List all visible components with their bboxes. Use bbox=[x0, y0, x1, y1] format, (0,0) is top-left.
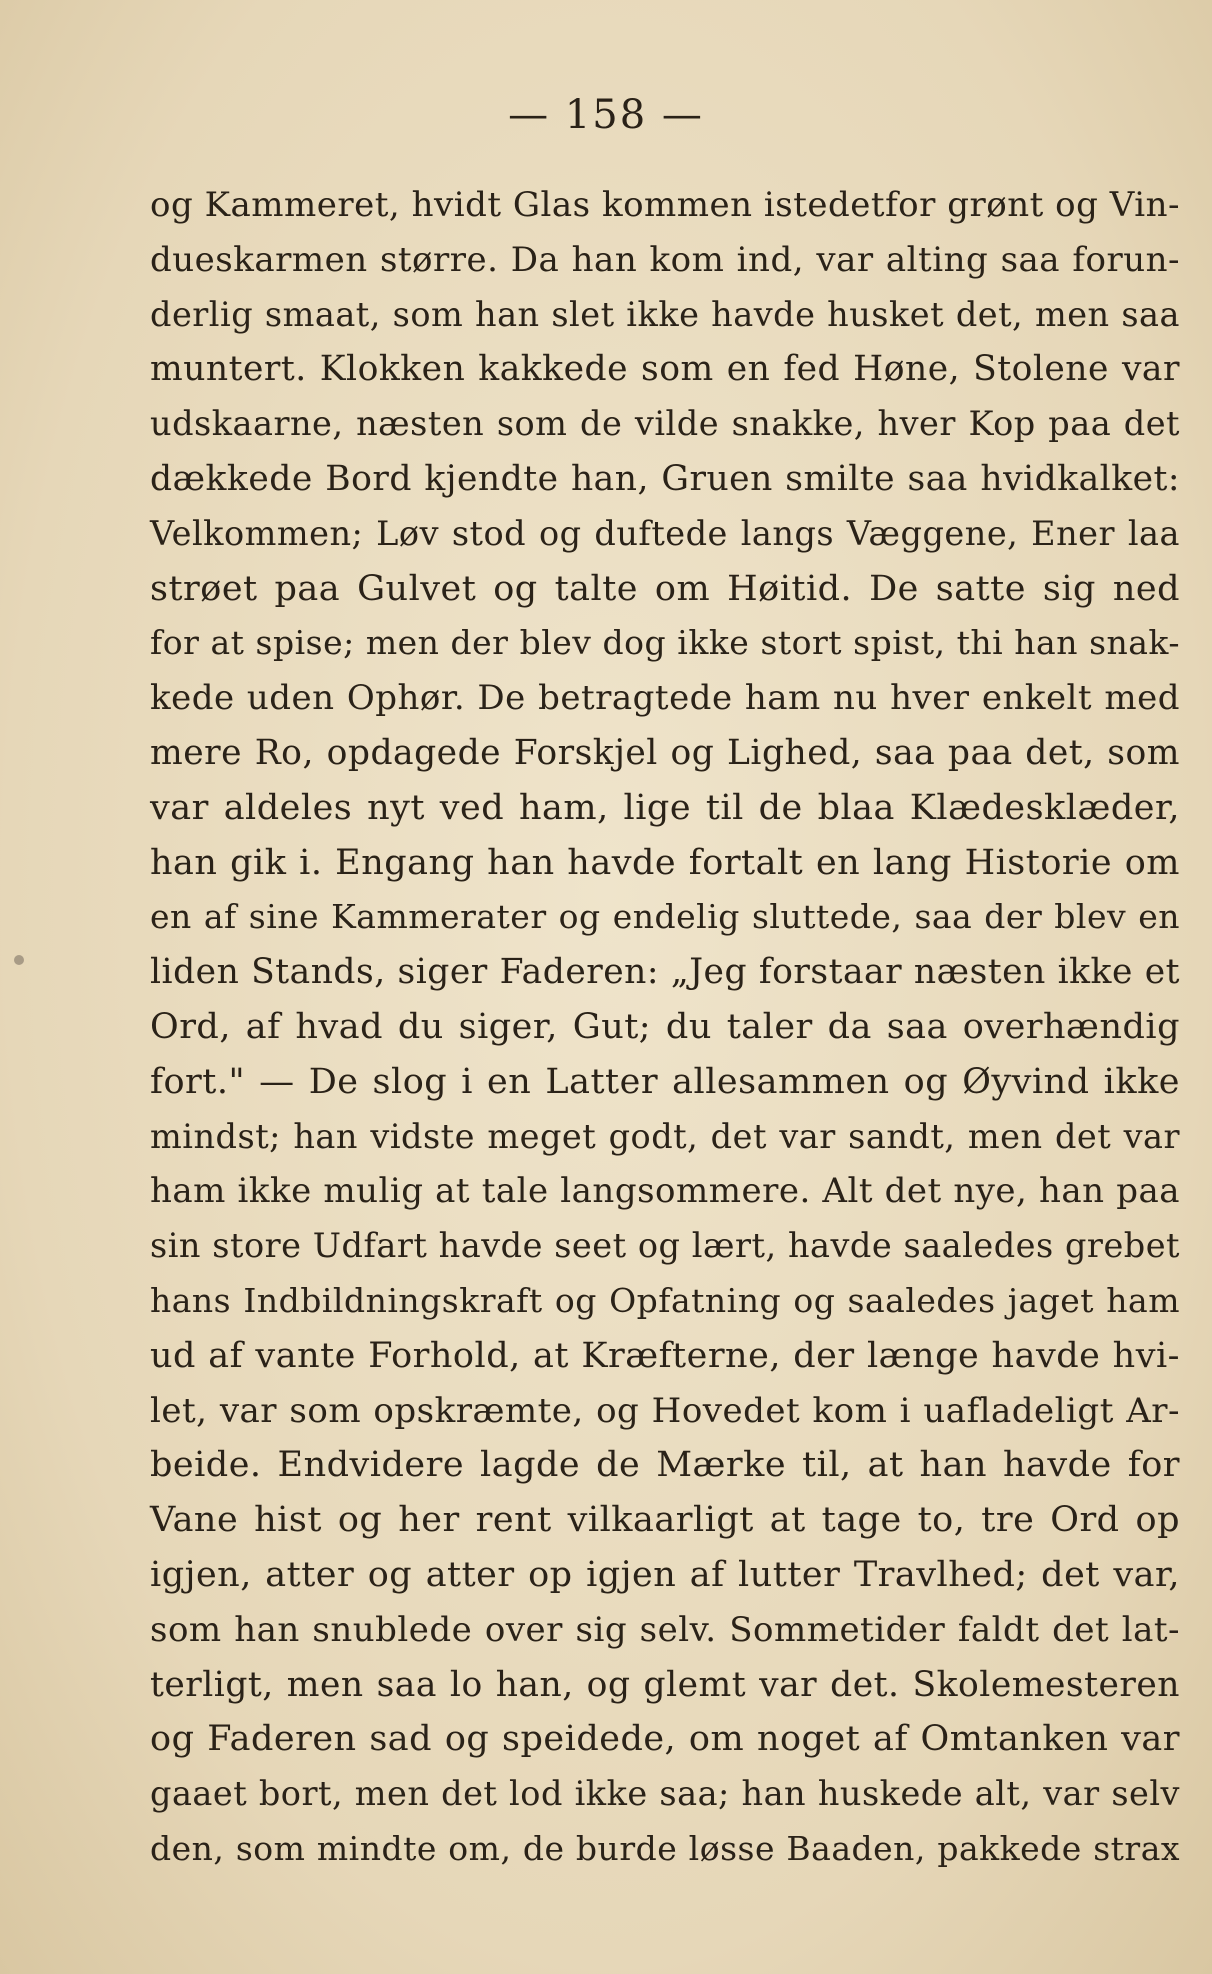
text-line: dækkede Bord kjendte han, Gruen smilte saa hvidkalket: bbox=[150, 458, 1180, 499]
text-line: igjen, atter og atter op igjen af lutter Travlhed; det var, bbox=[150, 1554, 1180, 1595]
text-line: Velkommen; Løv stod og duftede langs Væggene, Ener laa bbox=[150, 513, 1180, 553]
text-line: den, som mindte om, de burde løsse Baaden, pakkede strax bbox=[150, 1828, 1180, 1868]
text-line: som han snublede over sig selv. Sommetider faldt det lat- bbox=[150, 1609, 1180, 1650]
text-line: beide. Endvidere lagde de Mærke til, at han havde for bbox=[150, 1445, 1180, 1486]
text-line: udskaarne, næsten som de vilde snakke, hver Kop paa det bbox=[150, 404, 1180, 444]
text-line: fort." — De slog i en Latter allesammen og Øyvind ikke bbox=[150, 1061, 1180, 1102]
text-line: og Kammeret, hvidt Glas kommen istedetfor grønt og Vin- bbox=[150, 185, 1180, 225]
text-line: og Faderen sad og speidede, om noget af Omtanken var bbox=[150, 1719, 1180, 1760]
text-line: en af sine Kammerater og endelig sluttede, saa der blev en bbox=[150, 897, 1180, 937]
text-line: Vane hist og her rent vilkaarligt at tage to, tre Ord op bbox=[150, 1500, 1180, 1541]
text-line: han gik i. Engang han havde fortalt en lang Historie om bbox=[150, 842, 1180, 883]
text-line: dueskarmen større. Da han kom ind, var alting saa forun- bbox=[150, 239, 1180, 280]
text-line: var aldeles nyt ved ham, lige til de blaa Klædesklæder, bbox=[150, 787, 1180, 828]
text-line: liden Stands, siger Faderen: „Jeg forstaar næsten ikke et bbox=[150, 952, 1180, 993]
text-line: ud af vante Forhold, at Kræfterne, der længe havde hvi- bbox=[150, 1335, 1180, 1376]
page-number: — 158 — bbox=[508, 92, 704, 138]
text-line: Ord, af hvad du siger, Gut; du taler da saa overhændig bbox=[150, 1006, 1180, 1047]
text-line: let, var som opskræmte, og Hovedet kom i uafladeligt Ar- bbox=[150, 1390, 1180, 1431]
text-line: mindst; han vidste meget godt, det var sandt, men det var bbox=[150, 1116, 1180, 1156]
ink-speck bbox=[14, 955, 24, 965]
text-line: strøet paa Gulvet og talte om Høitid. De satte sig ned bbox=[150, 568, 1180, 609]
text-line: terligt, men saa lo han, og glemt var det. Skolemesteren bbox=[150, 1664, 1180, 1705]
text-line: muntert. Klokken kakkede som en fed Høne, Stolene var bbox=[150, 349, 1180, 390]
text-line: derlig smaat, som han slet ikke havde husket det, men saa bbox=[150, 294, 1180, 334]
text-line: for at spise; men der blev dog ikke stort spist, thi han snak- bbox=[150, 623, 1180, 663]
text-line: mere Ro, opdagede Forskjel og Lighed, saa paa det, som bbox=[150, 732, 1180, 773]
text-line: kede uden Ophør. De betragtede ham nu hver enkelt med bbox=[150, 678, 1180, 719]
text-line: sin store Udfart havde seet og lært, havde saaledes grebet bbox=[150, 1226, 1180, 1266]
body-text bbox=[150, 178, 1180, 1877]
text-line: hans Indbildningskraft og Opfatning og saaledes jaget ham bbox=[150, 1280, 1180, 1320]
text-line: ham ikke mulig at tale langsommere. Alt det nye, han paa bbox=[150, 1171, 1180, 1212]
text-line: gaaet bort, men det lod ikke saa; han huskede alt, var selv bbox=[150, 1774, 1180, 1814]
